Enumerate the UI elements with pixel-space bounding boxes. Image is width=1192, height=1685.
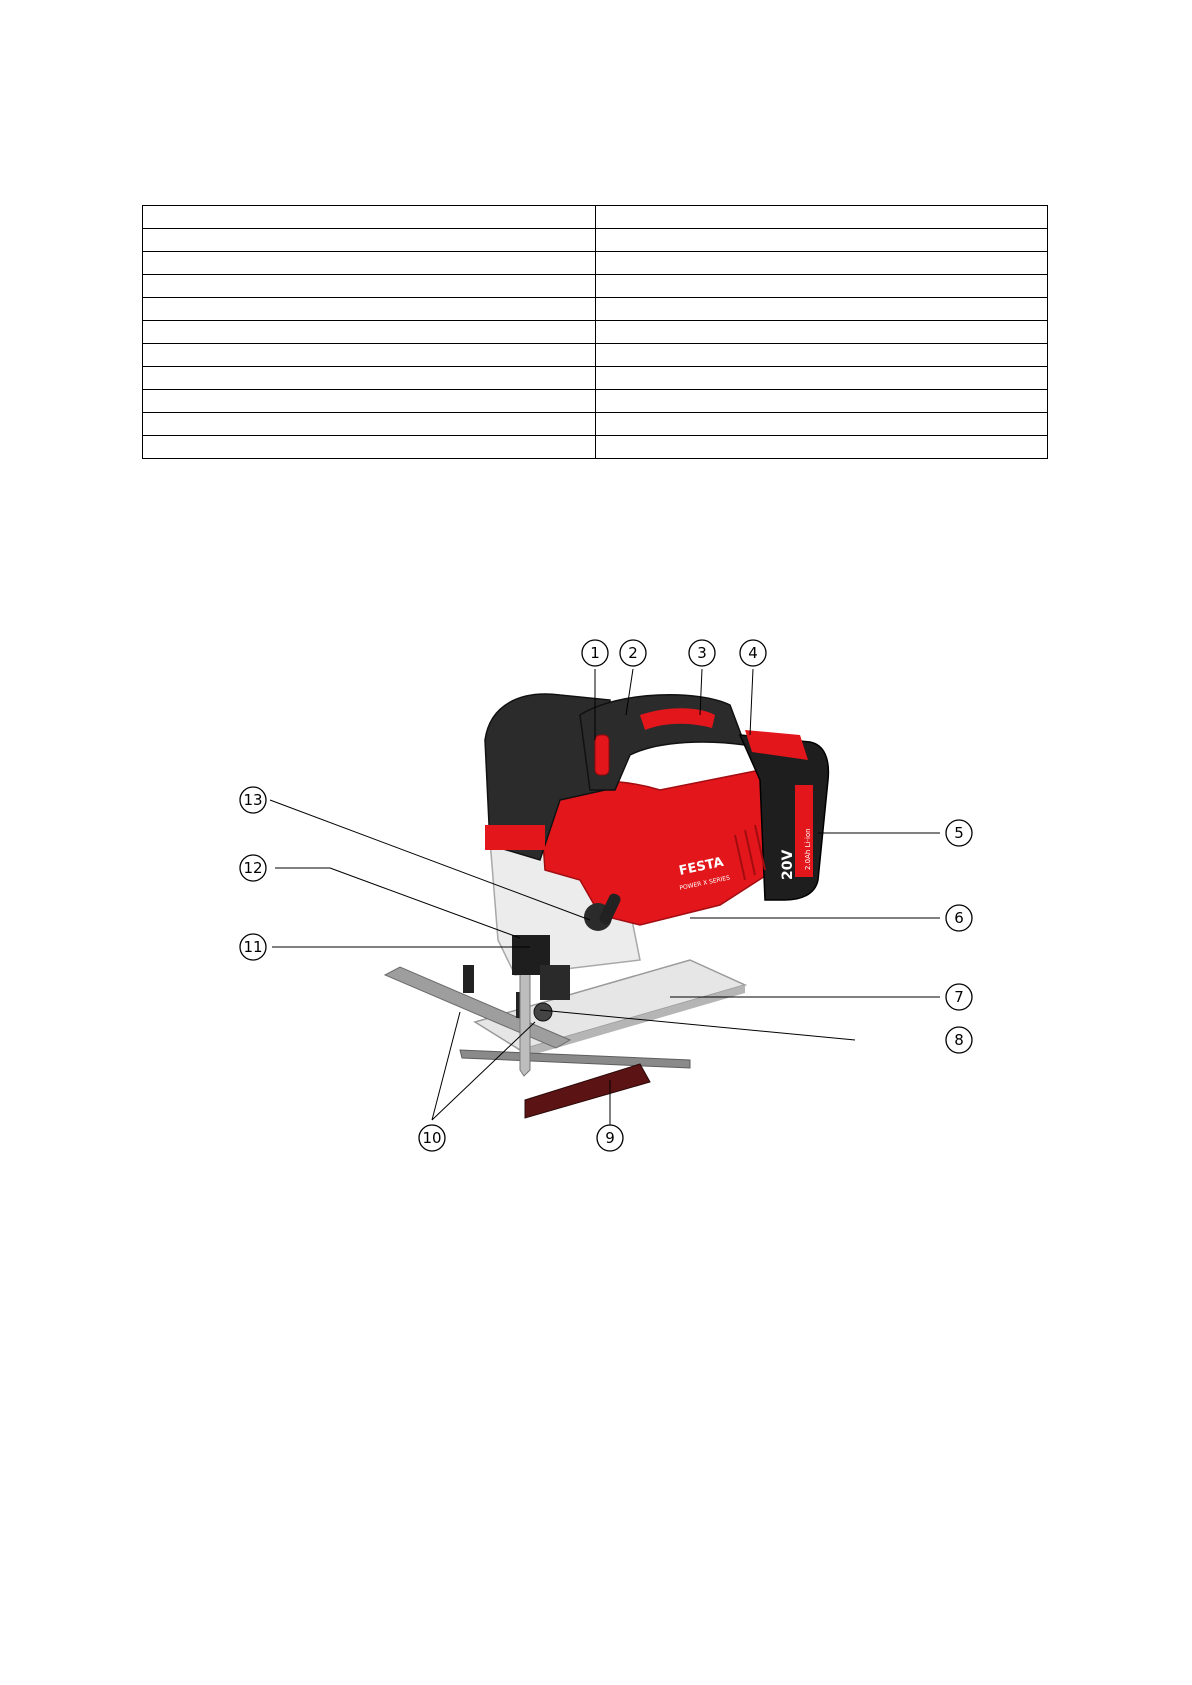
table-row	[143, 413, 1048, 436]
spec-value-cell	[595, 367, 1048, 390]
callout-8	[946, 1027, 972, 1053]
callout-number: 10	[422, 1129, 442, 1147]
callout-number: 2	[628, 644, 638, 662]
spec-label-cell	[143, 252, 596, 275]
callout-11	[240, 934, 266, 960]
spec-label-cell	[143, 344, 596, 367]
jigsaw-parts-diagram	[0, 600, 1192, 1180]
callout-number: 8	[954, 1031, 964, 1049]
spec-value-cell	[595, 252, 1048, 275]
callout-number: 3	[697, 644, 707, 662]
table-row	[143, 229, 1048, 252]
spec-value-cell	[595, 229, 1048, 252]
spec-value-cell	[595, 436, 1048, 459]
callout-2	[620, 640, 646, 666]
spec-label-cell	[143, 298, 596, 321]
brand-logo: FESTA	[677, 854, 725, 879]
spec-label-cell	[143, 275, 596, 298]
callout-9	[597, 1125, 623, 1151]
callout-12	[240, 855, 266, 881]
callout-number: 11	[243, 938, 263, 956]
table-row	[143, 390, 1048, 413]
callout-5	[946, 820, 972, 846]
callout-6	[946, 905, 972, 931]
spec-label-cell	[143, 206, 596, 229]
table-row	[143, 298, 1048, 321]
callout-number: 4	[748, 644, 758, 662]
spec-label-cell	[143, 229, 596, 252]
callout-number: 9	[605, 1129, 615, 1147]
spec-value-cell	[595, 413, 1048, 436]
parallel-guide-fence	[525, 1064, 650, 1118]
specification-table	[142, 205, 1048, 459]
spec-label-cell	[143, 367, 596, 390]
callout-number: 13	[243, 791, 263, 809]
table-row	[143, 275, 1048, 298]
spec-label-cell	[143, 321, 596, 344]
trigger-switch	[595, 735, 609, 775]
callout-7	[946, 984, 972, 1010]
battery-capacity-label: 2.0Ah Li-ion	[804, 828, 812, 870]
table-row	[143, 436, 1048, 459]
callout-number: 12	[243, 859, 263, 877]
callout-3	[689, 640, 715, 666]
callout-10	[419, 1125, 445, 1151]
spec-value-cell	[595, 344, 1048, 367]
spec-value-cell	[595, 390, 1048, 413]
callout-13	[240, 787, 266, 813]
spec-value-cell	[595, 298, 1048, 321]
callout-number: 7	[954, 988, 964, 1006]
spec-value-cell	[595, 275, 1048, 298]
table-row	[143, 321, 1048, 344]
table-row	[143, 206, 1048, 229]
battery-voltage-label: 20V	[780, 849, 796, 880]
callout-number: 1	[590, 644, 600, 662]
spec-label-cell	[143, 436, 596, 459]
callout-1	[582, 640, 608, 666]
spec-label-cell	[143, 390, 596, 413]
table-row	[143, 367, 1048, 390]
callout-number: 6	[954, 909, 964, 927]
callout-4	[740, 640, 766, 666]
spec-value-cell	[595, 206, 1048, 229]
table-row	[143, 252, 1048, 275]
series-label: POWER X SERIES	[678, 874, 731, 892]
table-row	[143, 344, 1048, 367]
specification-table-body	[143, 206, 1048, 459]
callout-number: 5	[954, 824, 964, 842]
spec-label-cell	[143, 413, 596, 436]
spec-value-cell	[595, 321, 1048, 344]
